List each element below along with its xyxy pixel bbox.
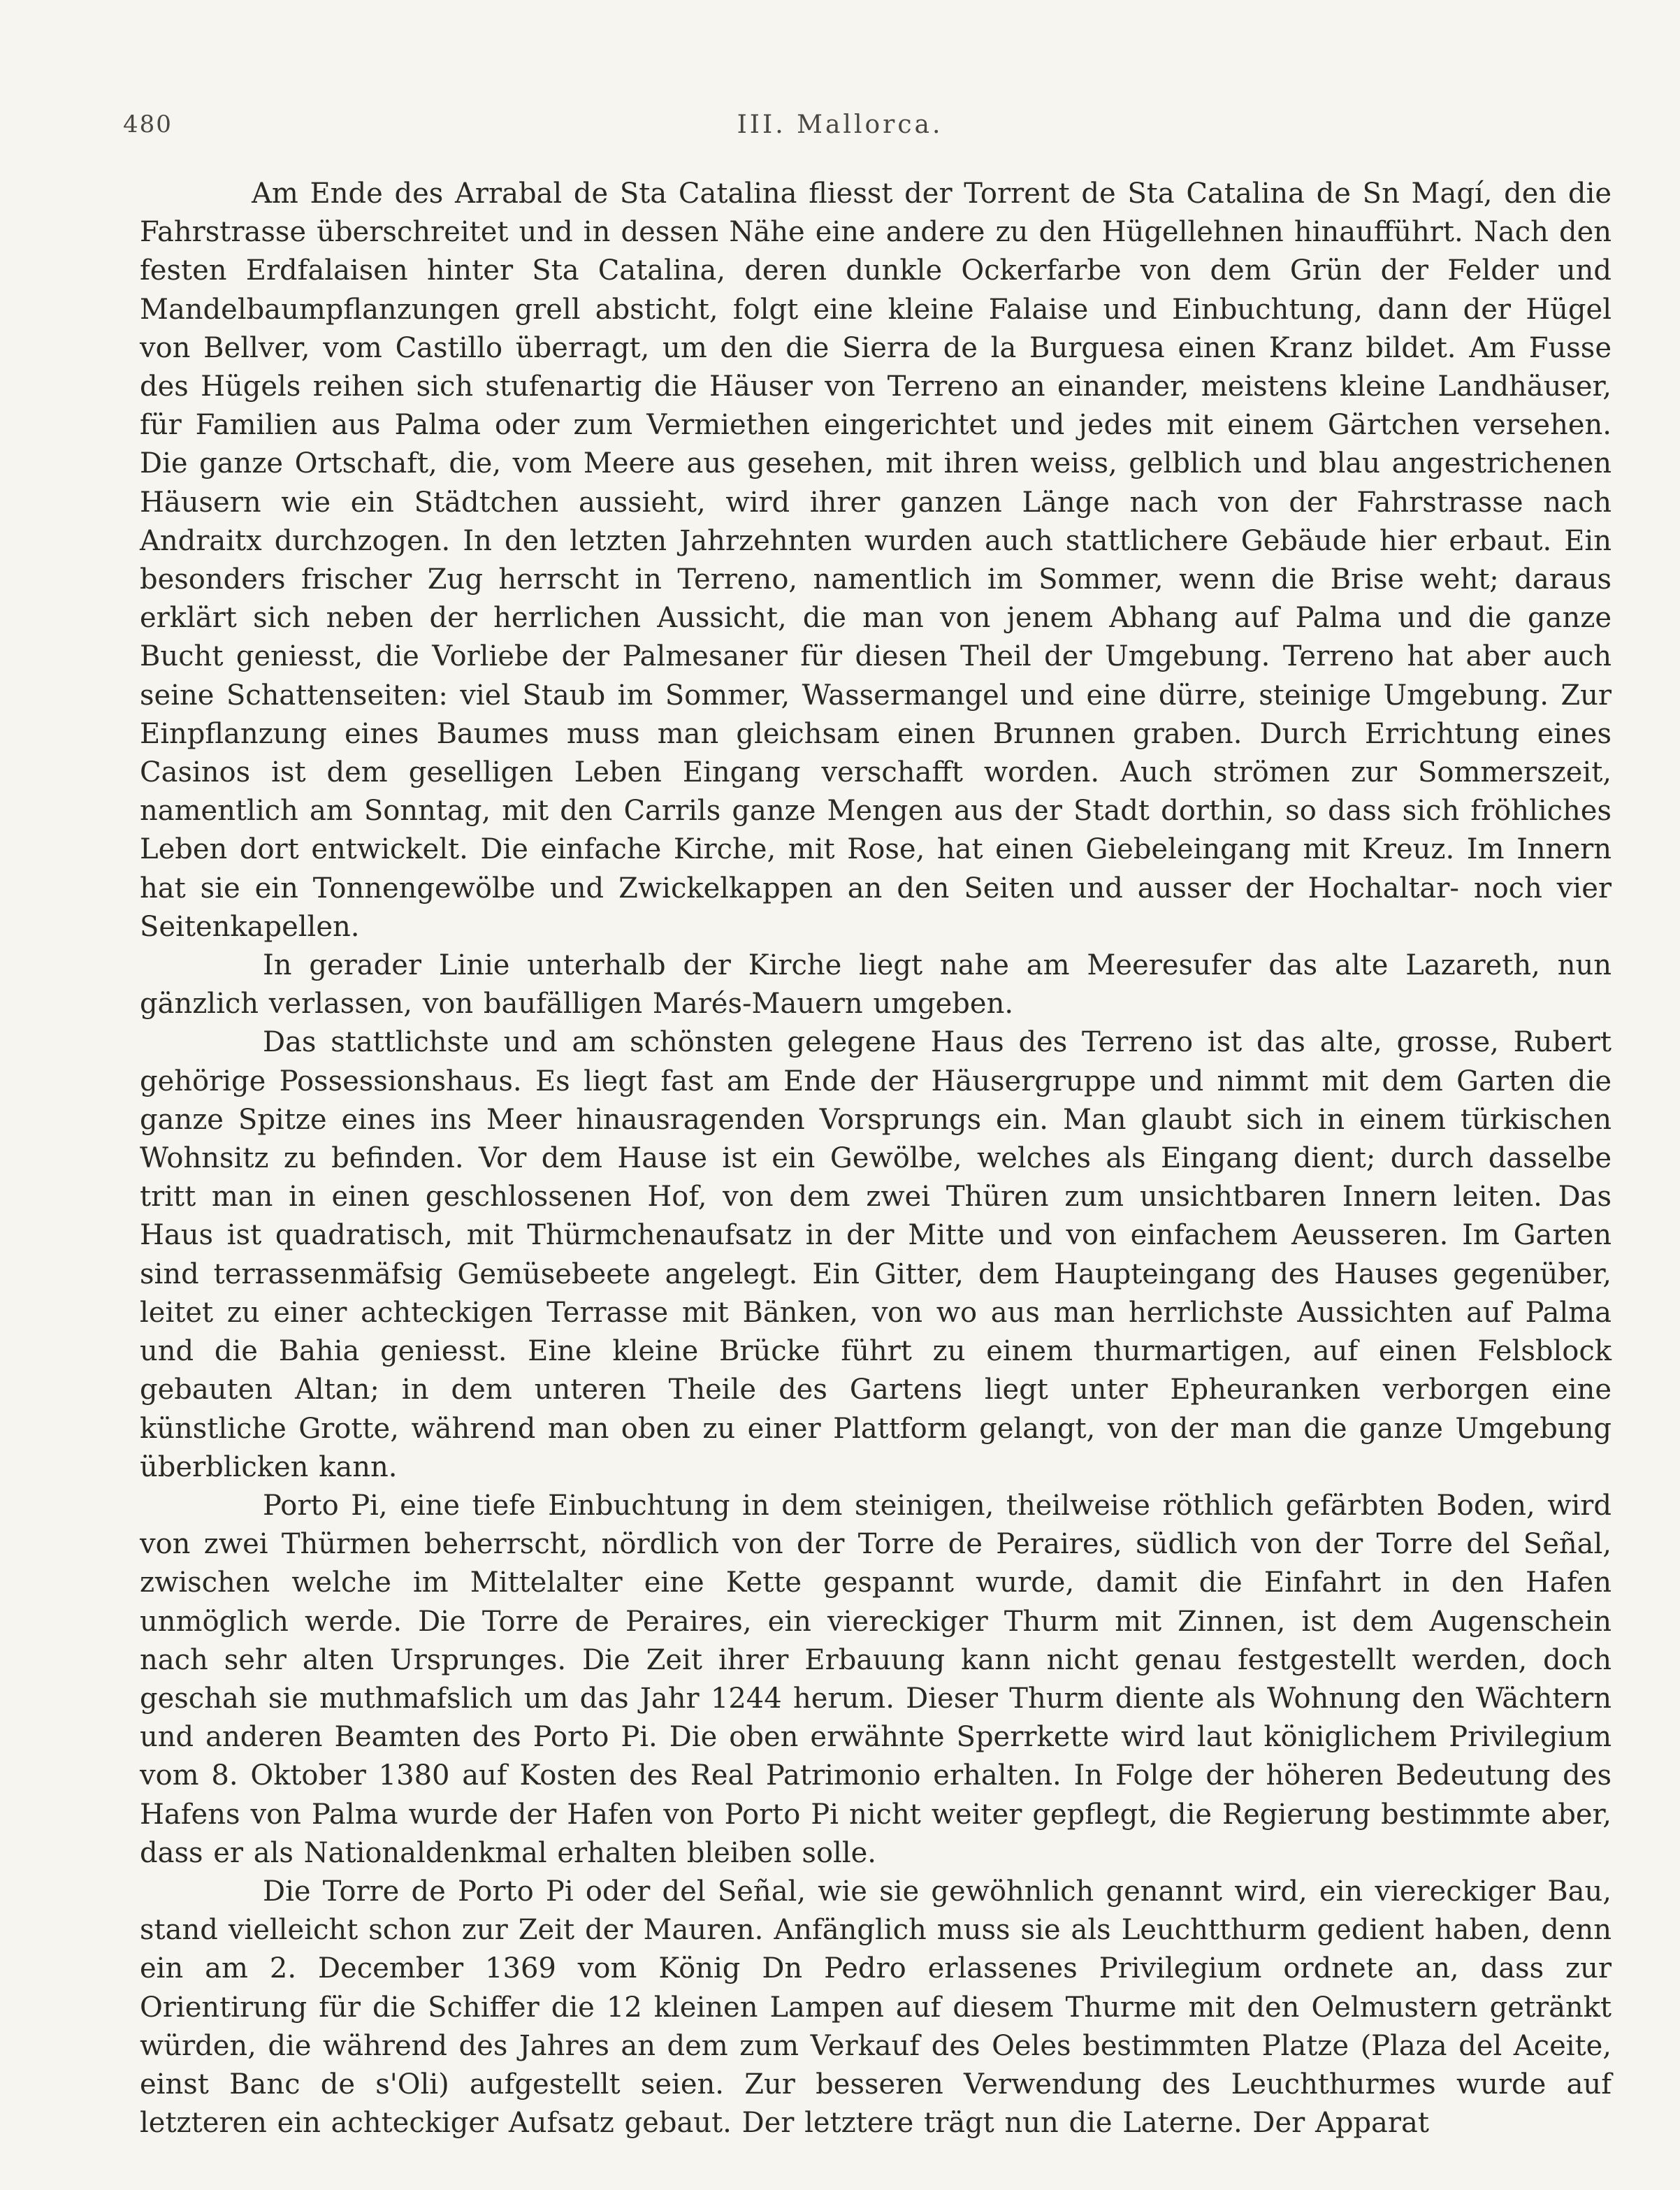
paragraph: Porto Pi, eine tiefe Einbuchtung in dem steinigen, theilweise röthlich gefärbten Boden, wird von zwei Thürmen beherrscht, nördlich von der Torre de Peraires, südlich von der Torre del Señal, zwischen welche im Mittelalter eine Kette gespannt wurde, damit die Einfahrt in den Hafen unmöglich werde. Die Torre de Peraires, ein viereckiger Thurm mit Zinnen, ist dem Augenschein nach sehr alten Ursprunges. Die Zeit ihrer Erbauung kann nicht genau festgestellt werden, doch geschah sie muthmafslich um das Jahr 1244 herum. Dieser Thurm diente als Wohnung den Wächtern und anderen Beamten des Porto Pi. Die oben erwähnte Sperrkette wird laut königlichem Privilegium vom 8. Oktober 1380 auf Kosten des Real Patrimonio erhalten. In Folge der höheren Bedeutung des Hafens von Palma wurde der Hafen von Porto Pi nicht weiter gepflegt, die Regierung bestimmte aber, dass er als Nationaldenkmal erhalten bleiben solle. bbox=[140, 1489, 1612, 1869]
paragraph: Am Ende des Arrabal de Sta Catalina fliesst der Torrent de Sta Catalina de Sn Magí, den die Fahrstrasse überschreitet und in dessen Nähe eine andere zu den Hügellehnen hinaufführt. Nach den festen Erdfalaisen hinter Sta Catalina, deren dunkle Ockerfarbe von dem Grün der Felder und Mandelbaumpflanzungen grell absticht, folgt eine kleine Falaise und Einbuchtung, dann der Hügel von Bellver, vom Castillo überragt, um den die Sierra de la Burguesa einen Kranz bildet. Am Fusse des Hügels reihen sich stufenartig die Häuser von Terreno an einander, meistens kleine Landhäuser, für Familien aus Palma oder zum Vermiethen eingerichtet und jedes mit einem Gärtchen versehen. Die ganze Ortschaft, die, vom Meere aus gesehen, mit ihren weiss, gelblich und blau angestrichenen Häusern wie ein Städtchen aussieht, wird ihrer ganzen Länge nach von der Fahrstrasse nach Andraitx durchzogen. In den letzten Jahrzehnten wurden auch stattlichere Gebäude hier erbaut. Ein besonders frischer Zug herrscht in Terreno, namentlich im Sommer, wenn die Brise weht; daraus erklärt sich neben der herrlichen Aussicht, die man von jenem Abhang auf Palma und die ganze Bucht geniesst, die Vorliebe der Palmesaner für diesen Theil der Umgebung. Terreno hat aber auch seine Schattenseiten: viel Staub im Sommer, Wassermangel und eine dürre, steinige Umgebung. Zur Einpflanzung eines Baumes muss man gleichsam einen Brunnen graben. Durch Errichtung eines Casinos ist dem geselligen Leben Eingang verschafft worden. Auch strömen zur Sommerszeit, namentlich am Sonntag, mit den Carrils ganze Mengen aus der Stadt dorthin, so dass sich fröhliches Leben dort entwickelt. Die einfache Kirche, mit Rose, hat einen Giebeleingang mit Kreuz. Im Innern hat sie ein Tonnengewölbe und Zwickelkappen an den Seiten und ausser der Hochaltar- noch vier Seitenkapellen. bbox=[140, 178, 1612, 943]
page-header bbox=[123, 110, 1557, 152]
paragraph: Die Torre de Porto Pi oder del Señal, wie sie gewöhnlich genannt wird, ein viereckiger Bau, stand vielleicht schon zur Zeit der Mauren. Anfänglich muss sie als Leuchtthurm gedient haben, denn ein am 2. December 1369 vom König Dn Pedro erlassenes Privilegium ordnete an, dass zur Orientirung für die Schiffer die 12 kleinen Lampen auf diesem Thurme mit den Oelmustern getränkt würden, die während des Jahres an dem zum Verkauf des Oeles bestimmten Platze (Plaza del Aceite, einst Banc de s'Oli) aufgestellt seien. Zur besseren Verwendung des Leuchthurmes wurde auf letzteren ein achteckiger Aufsatz gebaut. Der letztere trägt nun die Laterne. Der Apparat bbox=[140, 1875, 1612, 2140]
body-text bbox=[140, 175, 1612, 2142]
paragraph: Das stattlichste und am schönsten gelegene Haus des Terreno ist das alte, grosse, Rubert gehörige Possessionshaus. Es liegt fast am Ende der Häusergruppe und nimmt mit dem Garten die ganze Spitze eines ins Meer hinausragenden Vorsprungs ein. Man glaubt sich in einem türkischen Wohnsitz zu befinden. Vor dem Hause ist ein Gewölbe, welches als Eingang dient; durch dasselbe tritt man in einen geschlossenen Hof, von dem zwei Thüren zum unsichtbaren Innern leiten. Das Haus ist quadratisch, mit Thürmchenaufsatz in der Mitte und von einfachem Aeusseren. Im Garten sind terrassenmäfsig Gemüsebeete angelegt. Ein Gitter, dem Haupteingang des Hauses gegenüber, leitet zu einer achteckigen Terrasse mit Bänken, von wo aus man herrlichste Aussichten auf Palma und die Bahia geniesst. Eine kleine Brücke führt zu einem thurmartigen, auf einen Felsblock gebauten Altan; in dem unteren Theile des Gartens liegt unter Epheuranken verborgen eine künstliche Grotte, während man oben zu einer Plattform gelangt, von der man die ganze Umgebung überblicken kann. bbox=[140, 1026, 1612, 1483]
page-number: 480 bbox=[123, 110, 173, 138]
paragraph: In gerader Linie unterhalb der Kirche liegt nahe am Meeresufer das alte Lazareth, nun gänzlich verlassen, von baufälligen Marés-Mauern umgeben. bbox=[140, 949, 1612, 1021]
running-title: III. Mallorca. bbox=[737, 110, 943, 139]
